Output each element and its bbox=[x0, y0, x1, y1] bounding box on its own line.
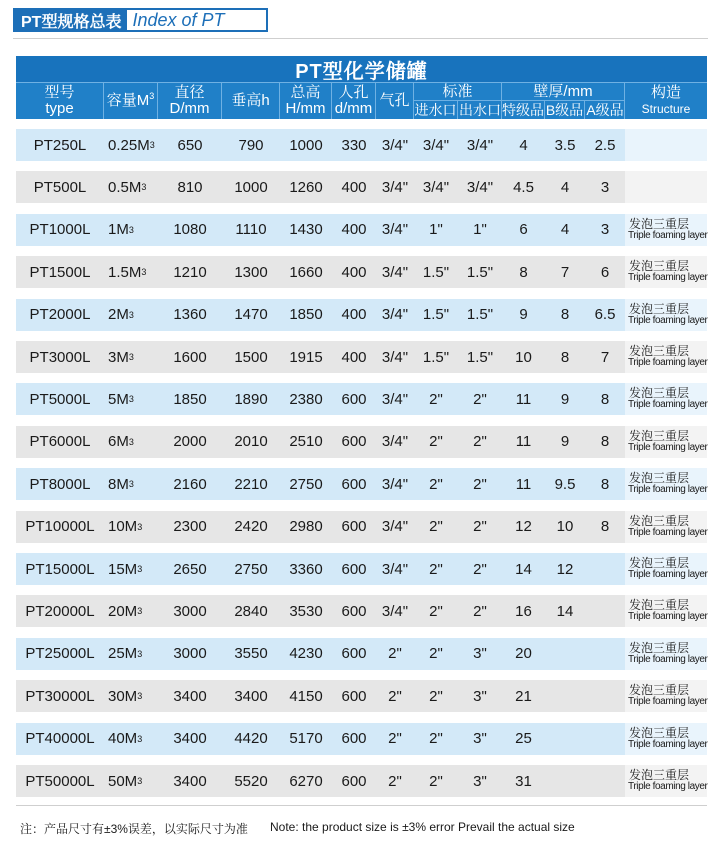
cell-structure: 发泡三重层 Triple foaming layer bbox=[625, 723, 707, 755]
cell-vent: 3/4" bbox=[381, 306, 409, 324]
cell-grade-a: 8 bbox=[600, 518, 610, 536]
spec-table bbox=[16, 56, 707, 799]
cell-total-height: 6270 bbox=[289, 772, 323, 790]
cell-outlet: 2" bbox=[473, 602, 487, 620]
cell-structure: 发泡三重层 Triple foaming layer bbox=[625, 256, 707, 288]
cell-inlet: 2" bbox=[429, 475, 443, 493]
cell-grade-b: 4 bbox=[560, 178, 570, 196]
cell-diameter: 1600 bbox=[173, 348, 207, 366]
cell-type: PT8000L bbox=[29, 475, 91, 493]
cell-vent: 3/4" bbox=[381, 390, 409, 408]
cell-height: 1300 bbox=[234, 263, 268, 281]
cell-diameter: 2160 bbox=[173, 475, 207, 493]
cell-inlet: 2" bbox=[429, 390, 443, 408]
cell-outlet: 2" bbox=[473, 518, 487, 536]
cell-height: 4420 bbox=[234, 730, 268, 748]
col-capacity: 容量$M^3$ bbox=[104, 83, 158, 119]
cell-vent: 3/4" bbox=[381, 221, 409, 239]
table-row bbox=[16, 765, 707, 797]
col-standard: 标准 bbox=[414, 83, 501, 101]
col-type-cn: 型号 bbox=[44, 84, 75, 101]
cell-total-height: 3360 bbox=[289, 560, 323, 578]
cell-height: 3550 bbox=[234, 645, 268, 663]
col-capacity-label: 容量M bbox=[106, 92, 150, 109]
cell-capacity: 0.5M 3 bbox=[108, 178, 147, 196]
table-row bbox=[16, 595, 707, 627]
cell-type: PT6000L bbox=[29, 433, 91, 451]
cell-total-height: 3530 bbox=[289, 602, 323, 620]
table-row bbox=[16, 553, 707, 585]
col-group-standard bbox=[414, 83, 502, 119]
cell-manhole: 600 bbox=[341, 730, 367, 748]
cell-grade-b bbox=[545, 765, 585, 797]
cell-capacity: 30M 3 bbox=[108, 687, 143, 705]
cell-capacity: 2M 3 bbox=[108, 306, 134, 324]
cell-total-height: 2750 bbox=[289, 475, 323, 493]
cell-total-height: 1000 bbox=[289, 136, 323, 154]
cell-outlet: 1.5" bbox=[466, 306, 494, 324]
cell-type: PT50000L bbox=[25, 772, 95, 790]
col-manhole bbox=[332, 83, 376, 119]
table-row bbox=[16, 171, 707, 203]
cell-special: 11 bbox=[515, 433, 532, 451]
cell-outlet: 1" bbox=[473, 221, 487, 239]
cell-diameter: 2000 bbox=[173, 433, 207, 451]
cell-outlet: 2" bbox=[473, 390, 487, 408]
cell-height: 790 bbox=[238, 136, 264, 154]
cell-manhole: 600 bbox=[341, 602, 367, 620]
cell-outlet: 3/4" bbox=[466, 136, 494, 154]
col-total-height-cn: 总高 bbox=[290, 84, 321, 101]
cell-inlet: 1.5" bbox=[422, 348, 450, 366]
cell-vent: 3/4" bbox=[381, 602, 409, 620]
cell-diameter: 3400 bbox=[173, 772, 207, 790]
cell-manhole: 600 bbox=[341, 560, 367, 578]
cell-total-height: 1430 bbox=[289, 221, 323, 239]
cell-special: 6 bbox=[519, 221, 528, 239]
cell-manhole: 330 bbox=[341, 136, 367, 154]
cell-grade-b bbox=[545, 680, 585, 712]
cell-total-height: 5170 bbox=[289, 730, 323, 748]
cell-inlet: 1.5" bbox=[422, 263, 450, 281]
col-type bbox=[16, 83, 104, 119]
cell-grade-b: 7 bbox=[560, 263, 570, 281]
cell-grade-b bbox=[545, 638, 585, 670]
col-group-wall bbox=[502, 83, 625, 119]
cell-outlet: 1.5" bbox=[466, 348, 494, 366]
cell-type: PT1500L bbox=[29, 263, 91, 281]
footer-note-en: Note: the product size is ±3% error Prevail the actual size bbox=[270, 820, 575, 834]
cell-grade-b: 9.5 bbox=[554, 475, 576, 493]
col-structure bbox=[625, 83, 707, 119]
header-divider bbox=[13, 38, 708, 39]
cell-capacity: 15M 3 bbox=[108, 560, 143, 578]
col-manhole-cn: 人孔 bbox=[338, 84, 369, 101]
cell-total-height: 1260 bbox=[289, 178, 323, 196]
cell-grade-a: 3 bbox=[600, 178, 610, 196]
cell-structure bbox=[625, 171, 707, 203]
cell-type: PT10000L bbox=[25, 518, 95, 536]
cell-inlet: 2" bbox=[429, 687, 443, 705]
cell-total-height: 2510 bbox=[289, 433, 323, 451]
cell-grade-a bbox=[585, 595, 625, 627]
col-structure-en: Structure bbox=[641, 102, 691, 116]
cell-grade-a bbox=[585, 765, 625, 797]
table-row bbox=[16, 214, 707, 246]
cell-grade-b: 14 bbox=[556, 602, 574, 620]
cell-manhole: 400 bbox=[341, 306, 367, 324]
cell-total-height: 1660 bbox=[289, 263, 323, 281]
cell-manhole: 400 bbox=[341, 263, 367, 281]
col-height bbox=[222, 83, 280, 119]
cell-capacity: 1.5M 3 bbox=[108, 263, 147, 281]
cell-capacity: 20M 3 bbox=[108, 602, 143, 620]
cell-grade-a bbox=[585, 680, 625, 712]
table-row bbox=[16, 680, 707, 712]
cell-diameter: 650 bbox=[177, 136, 203, 154]
cell-diameter: 1080 bbox=[173, 221, 207, 239]
cell-diameter: 1210 bbox=[173, 263, 207, 281]
page-header bbox=[13, 8, 268, 32]
cell-structure: 发泡三重层 Triple foaming layer bbox=[625, 214, 707, 246]
cell-grade-b: 9 bbox=[560, 433, 570, 451]
cell-type: PT5000L bbox=[29, 390, 91, 408]
cell-height: 1500 bbox=[234, 348, 268, 366]
cell-inlet: 2" bbox=[429, 560, 443, 578]
cell-outlet: 3" bbox=[473, 687, 487, 705]
cell-type: PT1000L bbox=[29, 221, 91, 239]
cell-height: 1000 bbox=[234, 178, 268, 196]
header-title-en: Index of PT bbox=[132, 9, 225, 30]
cell-inlet: 2" bbox=[429, 433, 443, 451]
cell-capacity: 10M 3 bbox=[108, 518, 143, 536]
col-special: 特级品 bbox=[502, 102, 544, 118]
col-structure-cn: 构造 bbox=[650, 84, 681, 101]
cell-inlet: 2" bbox=[429, 730, 443, 748]
col-height-label: 垂高h bbox=[231, 92, 270, 109]
cell-type: PT2000L bbox=[29, 306, 91, 324]
cell-vent: 2" bbox=[388, 645, 402, 663]
cell-grade-b: 9 bbox=[560, 390, 570, 408]
cell-capacity: 6M 3 bbox=[108, 433, 134, 451]
cell-height: 1110 bbox=[235, 221, 267, 239]
cell-grade-b: 3.5 bbox=[554, 136, 576, 154]
table-row bbox=[16, 468, 707, 500]
col-diameter-cn: 直径 bbox=[174, 84, 205, 101]
cell-special: 4 bbox=[519, 136, 528, 154]
cell-outlet: 2" bbox=[473, 475, 487, 493]
col-grade-b: B级品 bbox=[545, 102, 584, 118]
cell-type: PT15000L bbox=[25, 560, 95, 578]
cell-grade-a: 8 bbox=[600, 475, 610, 493]
cell-special: 10 bbox=[515, 348, 532, 366]
cell-inlet: 2" bbox=[429, 645, 443, 663]
cell-vent: 2" bbox=[388, 730, 402, 748]
cell-outlet: 3" bbox=[473, 730, 487, 748]
cell-grade-a: 2.5 bbox=[594, 136, 616, 154]
cell-structure bbox=[625, 129, 707, 161]
cell-special: 9 bbox=[519, 306, 528, 324]
cell-vent: 3/4" bbox=[381, 348, 409, 366]
cell-structure: 发泡三重层 Triple foaming layer bbox=[625, 299, 707, 331]
cell-total-height: 2380 bbox=[289, 390, 323, 408]
cell-height: 3400 bbox=[234, 687, 268, 705]
cell-height: 2420 bbox=[234, 518, 268, 536]
col-outlet: 出水口 bbox=[459, 102, 501, 118]
cell-vent: 3/4" bbox=[381, 178, 409, 196]
cell-total-height: 1915 bbox=[289, 348, 323, 366]
cell-structure: 发泡三重层 Triple foaming layer bbox=[625, 426, 707, 458]
cell-diameter: 3000 bbox=[173, 602, 207, 620]
cell-structure: 发泡三重层 Triple foaming layer bbox=[625, 680, 707, 712]
cell-diameter: 1850 bbox=[173, 390, 207, 408]
cell-outlet: 2" bbox=[473, 560, 487, 578]
cell-height: 2010 bbox=[234, 433, 268, 451]
cell-manhole: 600 bbox=[341, 772, 367, 790]
cell-diameter: 3400 bbox=[173, 730, 207, 748]
cell-total-height: 4150 bbox=[289, 687, 323, 705]
cell-vent: 3/4" bbox=[381, 560, 409, 578]
cell-structure: 发泡三重层 Triple foaming layer bbox=[625, 553, 707, 585]
cell-manhole: 600 bbox=[341, 518, 367, 536]
cell-manhole: 600 bbox=[341, 433, 367, 451]
cell-manhole: 600 bbox=[341, 475, 367, 493]
cell-special: 21 bbox=[515, 687, 532, 705]
cell-grade-b: 10 bbox=[556, 518, 574, 536]
footer-note-cn: 注：产品尺寸有±3%误差，以实际尺寸为准 bbox=[20, 822, 248, 836]
table-row bbox=[16, 129, 707, 161]
cell-type: PT25000L bbox=[25, 645, 95, 663]
cell-structure: 发泡三重层 Triple foaming layer bbox=[625, 638, 707, 670]
cell-special: 11 bbox=[515, 475, 532, 493]
cell-diameter: 3400 bbox=[173, 687, 207, 705]
cell-height: 2840 bbox=[234, 602, 268, 620]
col-total-height-en: H/mm bbox=[285, 100, 326, 117]
cell-height: 2210 bbox=[234, 475, 268, 493]
cell-special: 8 bbox=[519, 263, 528, 281]
cell-total-height: 2980 bbox=[289, 518, 323, 536]
cell-type: PT20000L bbox=[25, 602, 95, 620]
cell-vent: 3/4" bbox=[381, 263, 409, 281]
cell-manhole: 600 bbox=[341, 645, 367, 663]
cell-grade-a: 8 bbox=[600, 390, 610, 408]
cell-manhole: 400 bbox=[341, 348, 367, 366]
footer-divider bbox=[16, 805, 707, 806]
col-type-en: type bbox=[45, 100, 74, 117]
cell-capacity: 8M 3 bbox=[108, 475, 134, 493]
cell-special: 16 bbox=[515, 602, 532, 620]
table-row bbox=[16, 426, 707, 458]
col-wall: 壁厚/mm bbox=[502, 83, 624, 101]
cell-manhole: 400 bbox=[341, 221, 367, 239]
cell-special: 25 bbox=[515, 730, 532, 748]
cell-inlet: 2" bbox=[429, 602, 443, 620]
cell-vent: 3/4" bbox=[381, 433, 409, 451]
cell-grade-a: 6.5 bbox=[594, 306, 616, 324]
cell-type: PT3000L bbox=[29, 348, 91, 366]
cell-special: 4.5 bbox=[513, 178, 534, 196]
cell-vent: 3/4" bbox=[381, 136, 409, 154]
cell-outlet: 3" bbox=[473, 645, 487, 663]
cell-inlet: 2" bbox=[429, 772, 443, 790]
cell-structure: 发泡三重层 Triple foaming layer bbox=[625, 468, 707, 500]
table-row bbox=[16, 638, 707, 670]
cell-capacity: 25M 3 bbox=[108, 645, 143, 663]
cell-type: PT30000L bbox=[25, 687, 95, 705]
col-total-height bbox=[280, 83, 332, 119]
cell-grade-a: 3 bbox=[600, 221, 610, 239]
table-title: PT型化学储罐 bbox=[16, 56, 707, 82]
cell-type: PT500L bbox=[33, 178, 87, 196]
table-row bbox=[16, 723, 707, 755]
table-row bbox=[16, 341, 707, 373]
cell-inlet: 1.5" bbox=[422, 306, 450, 324]
cell-type: PT40000L bbox=[25, 730, 95, 748]
col-diameter-en: D/mm bbox=[169, 100, 210, 117]
cell-vent: 2" bbox=[388, 687, 402, 705]
cell-grade-b bbox=[545, 723, 585, 755]
cell-special: 12 bbox=[515, 518, 532, 536]
cell-diameter: 2650 bbox=[173, 560, 207, 578]
cell-total-height: 4230 bbox=[289, 645, 323, 663]
cell-structure: 发泡三重层 Triple foaming layer bbox=[625, 511, 707, 543]
table-header bbox=[16, 82, 707, 119]
cell-inlet: 1" bbox=[429, 221, 443, 239]
cell-outlet: 1.5" bbox=[466, 263, 494, 281]
cell-grade-a: 7 bbox=[600, 348, 610, 366]
cell-grade-b: 4 bbox=[560, 221, 570, 239]
cell-grade-a: 8 bbox=[600, 433, 610, 451]
cell-inlet: 3/4" bbox=[422, 178, 450, 196]
cell-special: 20 bbox=[515, 645, 532, 663]
cell-capacity: 50M 3 bbox=[108, 772, 143, 790]
cell-grade-b: 8 bbox=[560, 348, 570, 366]
cell-grade-a bbox=[585, 638, 625, 670]
cell-capacity: 40M 3 bbox=[108, 730, 143, 748]
cell-total-height: 1850 bbox=[289, 306, 323, 324]
col-vent-label: 气孔 bbox=[379, 92, 410, 109]
cell-outlet: 3/4" bbox=[466, 178, 494, 196]
cell-grade-b: 12 bbox=[556, 560, 574, 578]
cell-diameter: 1360 bbox=[173, 306, 207, 324]
cell-diameter: 3000 bbox=[173, 645, 207, 663]
cell-capacity: 0.25M 3 bbox=[108, 136, 155, 154]
table-row bbox=[16, 383, 707, 415]
header-title-cn: PT型规格总表 bbox=[15, 10, 127, 30]
cell-type: PT250L bbox=[33, 136, 87, 154]
cell-diameter: 2300 bbox=[173, 518, 207, 536]
table-row bbox=[16, 299, 707, 331]
cell-structure: 发泡三重层 Triple foaming layer bbox=[625, 383, 707, 415]
cell-special: 14 bbox=[515, 560, 532, 578]
cell-height: 5520 bbox=[234, 772, 268, 790]
cell-inlet: 3/4" bbox=[422, 136, 450, 154]
cell-inlet: 2" bbox=[429, 518, 443, 536]
col-diameter bbox=[158, 83, 222, 119]
cell-special: 31 bbox=[515, 772, 532, 790]
cell-grade-a bbox=[585, 723, 625, 755]
cell-outlet: 2" bbox=[473, 433, 487, 451]
cell-capacity: 5M 3 bbox=[108, 390, 134, 408]
cell-vent: 2" bbox=[388, 772, 402, 790]
col-inlet: 进水口 bbox=[414, 102, 457, 118]
cell-diameter: 810 bbox=[177, 178, 203, 196]
cell-manhole: 400 bbox=[341, 178, 367, 196]
cell-special: 11 bbox=[515, 390, 532, 408]
cell-structure: 发泡三重层 Triple foaming layer bbox=[625, 595, 707, 627]
cell-manhole: 600 bbox=[341, 390, 367, 408]
cell-grade-b: 8 bbox=[560, 306, 570, 324]
table-row bbox=[16, 511, 707, 543]
cell-height: 2750 bbox=[234, 560, 268, 578]
col-manhole-en: d/mm bbox=[334, 100, 373, 117]
cell-capacity: 1M 3 bbox=[108, 221, 134, 239]
cell-outlet: 3" bbox=[473, 772, 487, 790]
cell-manhole: 600 bbox=[341, 687, 367, 705]
cell-structure: 发泡三重层 Triple foaming layer bbox=[625, 341, 707, 373]
cell-capacity: 3M 3 bbox=[108, 348, 134, 366]
table-row bbox=[16, 256, 707, 288]
cell-height: 1470 bbox=[234, 306, 268, 324]
cell-vent: 3/4" bbox=[381, 518, 409, 536]
table-body bbox=[16, 119, 707, 799]
col-grade-a: A级品 bbox=[586, 102, 624, 118]
cell-structure: 发泡三重层 Triple foaming layer bbox=[625, 765, 707, 797]
col-vent bbox=[376, 83, 414, 119]
cell-vent: 3/4" bbox=[381, 475, 409, 493]
cell-grade-a bbox=[585, 553, 625, 585]
cell-height: 1890 bbox=[234, 390, 268, 408]
cell-grade-a: 6 bbox=[600, 263, 610, 281]
